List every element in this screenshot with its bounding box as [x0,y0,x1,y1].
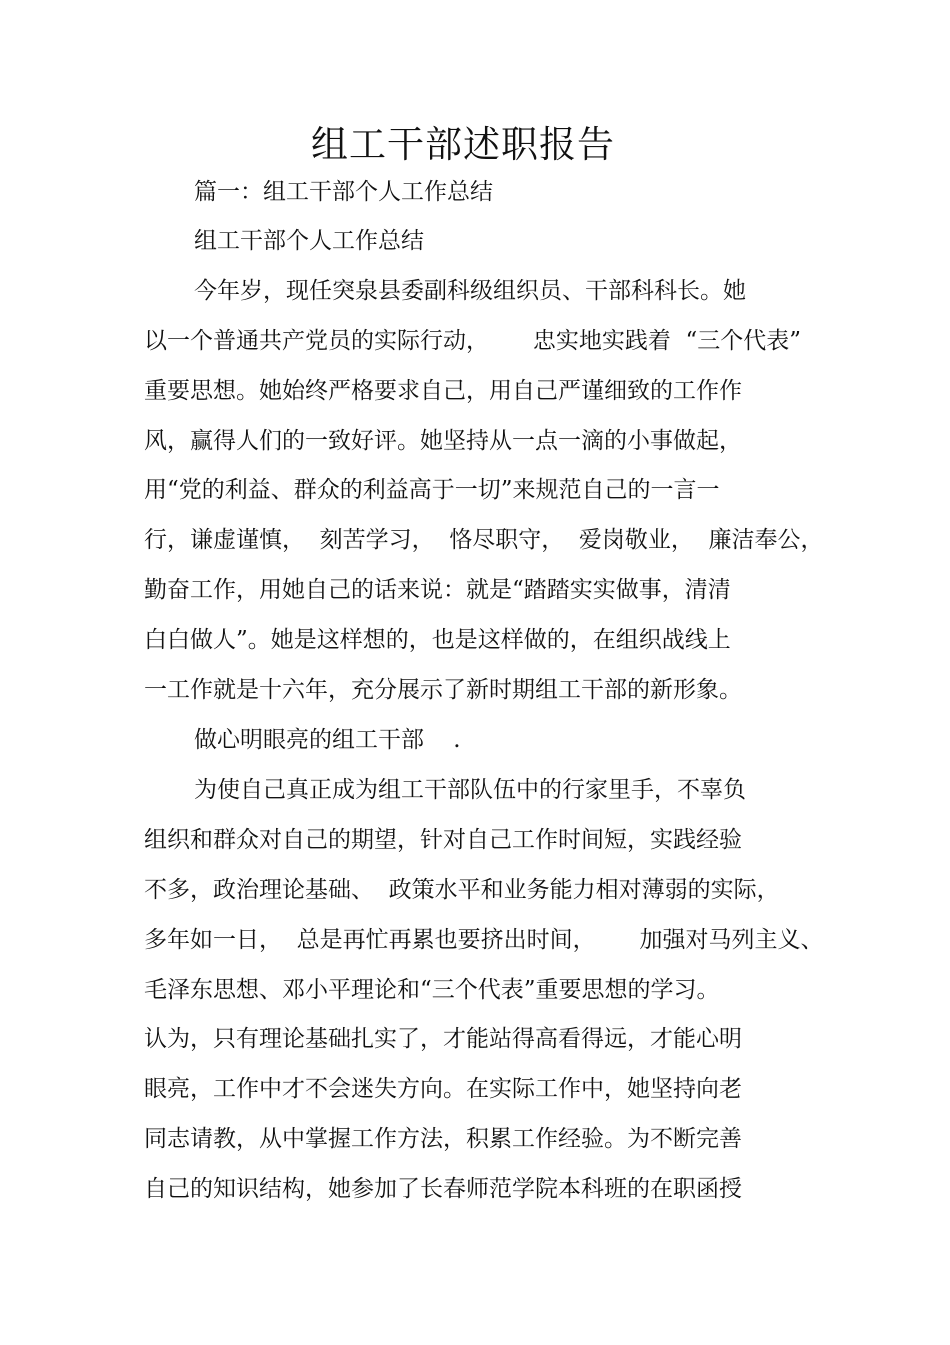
document-title: 组工干部述职报告 [311,123,615,166]
paragraph-line: 勤奋工作，用她自己的话来说：就是“踏踏实实做事，清清 [144,577,731,603]
paragraph-line: 认为，只有理论基础扎实了，才能站得高看得远，才能心明 [144,1026,742,1052]
paragraph-line: 以一个普通共产党员的实际行动， 忠实地实践着 “三个代表” [144,328,802,354]
paragraph-line: 重要思想。她始终严格要求自己，用自己严谨细致的工作作 [144,378,742,404]
paragraph-line: 行，谦虚谨慎， 刻苦学习， 恪尽职守， 爱岗敬业， 廉洁奉公， [144,527,824,553]
subheading: 组工干部个人工作总结 [194,228,424,254]
paragraph-line: 自己的知识结构，她参加了长春师范学院本科班的在职函授 [144,1176,742,1202]
paragraph-line: 白白做人”。她是这样想的，也是这样做的，在组织战线上 [144,627,731,653]
paragraph-line: 风，赢得人们的一致好评。她坚持从一点一滴的小事做起， [144,428,742,454]
paragraph-line: 眼亮，工作中才不会迷失方向。在实际工作中，她坚持向老 [144,1076,742,1102]
paragraph-line: 同志请教，从中掌握工作方法，积累工作经验。为不断完善 [144,1126,742,1152]
section-heading: 篇一：组工干部个人工作总结 [194,179,493,205]
section-heading: 做心明眼亮的组工干部 . [194,727,461,753]
paragraph-line: 不多，政治理论基础、 政策水平和业务能力相对薄弱的实际， [144,877,780,903]
paragraph-line: 组织和群众对自己的期望，针对自己工作时间短，实践经验 [144,827,742,853]
paragraph-line: 为使自己真正成为组工干部队伍中的行家里手，不辜负 [194,777,746,803]
paragraph-line: 今年岁，现任突泉县委副科级组织员、干部科科长。她 [194,278,746,304]
paragraph-line: 多年如一日， 总是再忙再累也要挤出时间， 加强对马列主义、 [144,927,824,953]
paragraph-line: 一工作就是十六年，充分展示了新时期组工干部的新形象。 [144,677,742,703]
paragraph-line: 毛泽东思想、邓小平理论和“三个代表”重要思想的学习。 [144,977,720,1003]
paragraph-line: 用“党的利益、群众的利益高于一切”来规范自己的一言一 [144,477,720,503]
